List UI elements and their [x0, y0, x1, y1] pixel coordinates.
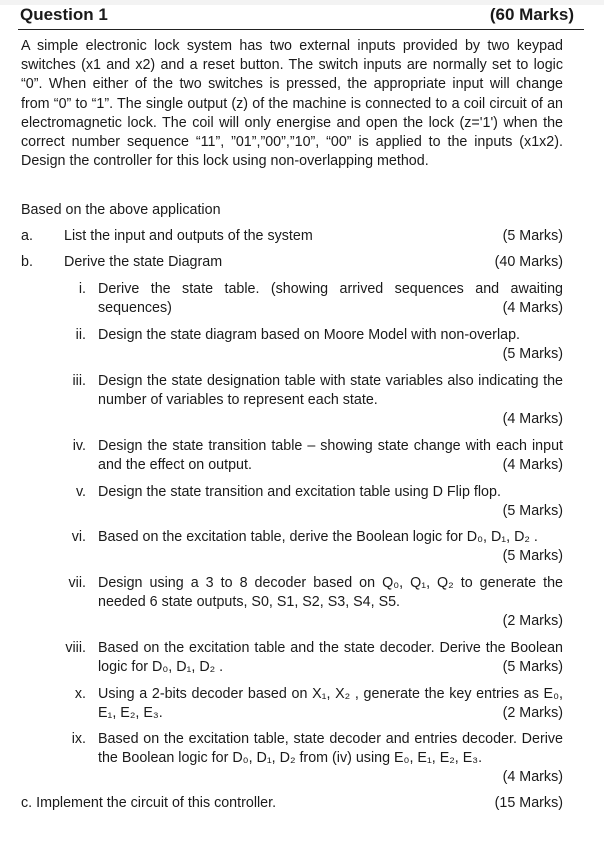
question-total-marks: (60 Marks) [489, 5, 574, 24]
subpart-text: Design the state diagram based on Moore Model with non-overlap. [98, 327, 520, 343]
part-c-text: c. Implement the circuit of this controller. [21, 795, 277, 811]
subpart-label: ix. [71, 731, 86, 747]
subpart-label: v. [75, 484, 86, 500]
subpart-text: Derive the state table. (showing arrived sequences and awaiting sequences) [98, 281, 563, 317]
subpart-label: vii. [68, 575, 86, 591]
subpart-vi [62, 528, 563, 568]
subpart-text: Design the state transition table – showing state change with each input and the effect on output. [98, 438, 563, 474]
part-a [21, 227, 563, 247]
subpart-label: ii. [75, 327, 86, 343]
subpart-marks: (4 Marks) [502, 769, 563, 785]
part-b-text: Derive the state Diagram [64, 254, 223, 270]
subpart-i [62, 280, 563, 320]
subpart-marks: (5 Marks) [502, 548, 563, 564]
subpart-text: Based on the excitation table, derive the Boolean logic for D₀, D₁, D₂ . [98, 529, 538, 545]
subpart-text: Based on the excitation table, state decoder and entries decoder. Derive the Boolean logic for D₀, D₁, D₂ from (iv) using E₀, E₁, E₂, E₃. [98, 731, 563, 767]
subpart-marks: (4 Marks) [502, 411, 563, 427]
subpart-iv [62, 437, 563, 477]
part-b-label: b. [21, 254, 33, 270]
part-a-text: List the input and outputs of the system [64, 228, 313, 244]
subpart-label: viii. [65, 640, 86, 656]
subpart-marks: (4 Marks) [502, 457, 563, 473]
subpart-viii [62, 639, 563, 679]
subpart-label: iv. [72, 438, 86, 454]
part-b-marks: (40 Marks) [494, 254, 563, 270]
subpart-iii [62, 372, 563, 430]
subpart-marks: (4 Marks) [502, 300, 563, 316]
subpart-v [62, 483, 563, 523]
header-divider [18, 29, 584, 30]
subpart-text: Using a 2-bits decoder based on X₁, X₂ , generate the key entries as E₀, E₁, E₂, E₃. [98, 686, 563, 722]
subpart-label: vi. [71, 529, 86, 545]
subpart-label: x. [74, 686, 86, 702]
subpart-text: Design the state designation table with state variables also indicating the number of variables to represent each state. [98, 373, 563, 409]
part-a-marks: (5 Marks) [502, 228, 563, 244]
question-header [20, 5, 582, 27]
subpart-marks: (5 Marks) [502, 503, 563, 519]
subpart-ii [62, 326, 563, 366]
based-on-line: Based on the above application [21, 202, 221, 218]
question-title: Question 1 [20, 5, 108, 24]
subpart-marks: (2 Marks) [502, 705, 563, 721]
subpart-text: Design the state transition and excitation table using D Flip flop. [98, 484, 501, 500]
subpart-text: Design using a 3 to 8 decoder based on Q₀, Q₁, Q₂ to generate the needed 6 state outputs, S0, S1, S2, S3, S4, S5. [98, 575, 563, 611]
part-a-label: a. [21, 228, 33, 244]
subpart-x [62, 685, 563, 725]
subpart-marks: (5 Marks) [502, 346, 563, 362]
subpart-label: iii. [72, 373, 86, 389]
part-c-marks: (15 Marks) [494, 795, 563, 811]
subpart-vii [62, 574, 563, 632]
subpart-label: i. [78, 281, 86, 297]
subpart-marks: (2 Marks) [502, 613, 563, 629]
subpart-text: Based on the excitation table and the state decoder. Derive the Boolean logic for D₀, D₁, D₂ . [98, 640, 563, 676]
subpart-ix [62, 730, 563, 788]
subpart-marks: (5 Marks) [502, 659, 563, 675]
intro-paragraph: A simple electronic lock system has two external inputs provided by two keypad switches (x1 and x2) and a reset button. The switch inputs are normally set to logic “0”. When either of the two switches is pressed, the appropriate input will change from “0” to “1”. The single output (z) of the machine is connected to a coil circuit of an electromagnetic lock. The coil will only energise and open the lock (z='1') when the correct number sequence “11”, ”01”,”00”,”10”, “00” is applied to the inputs (x1x2). Design the controller for this lock using non-overlapping method. [21, 38, 563, 170]
part-b [21, 253, 563, 273]
